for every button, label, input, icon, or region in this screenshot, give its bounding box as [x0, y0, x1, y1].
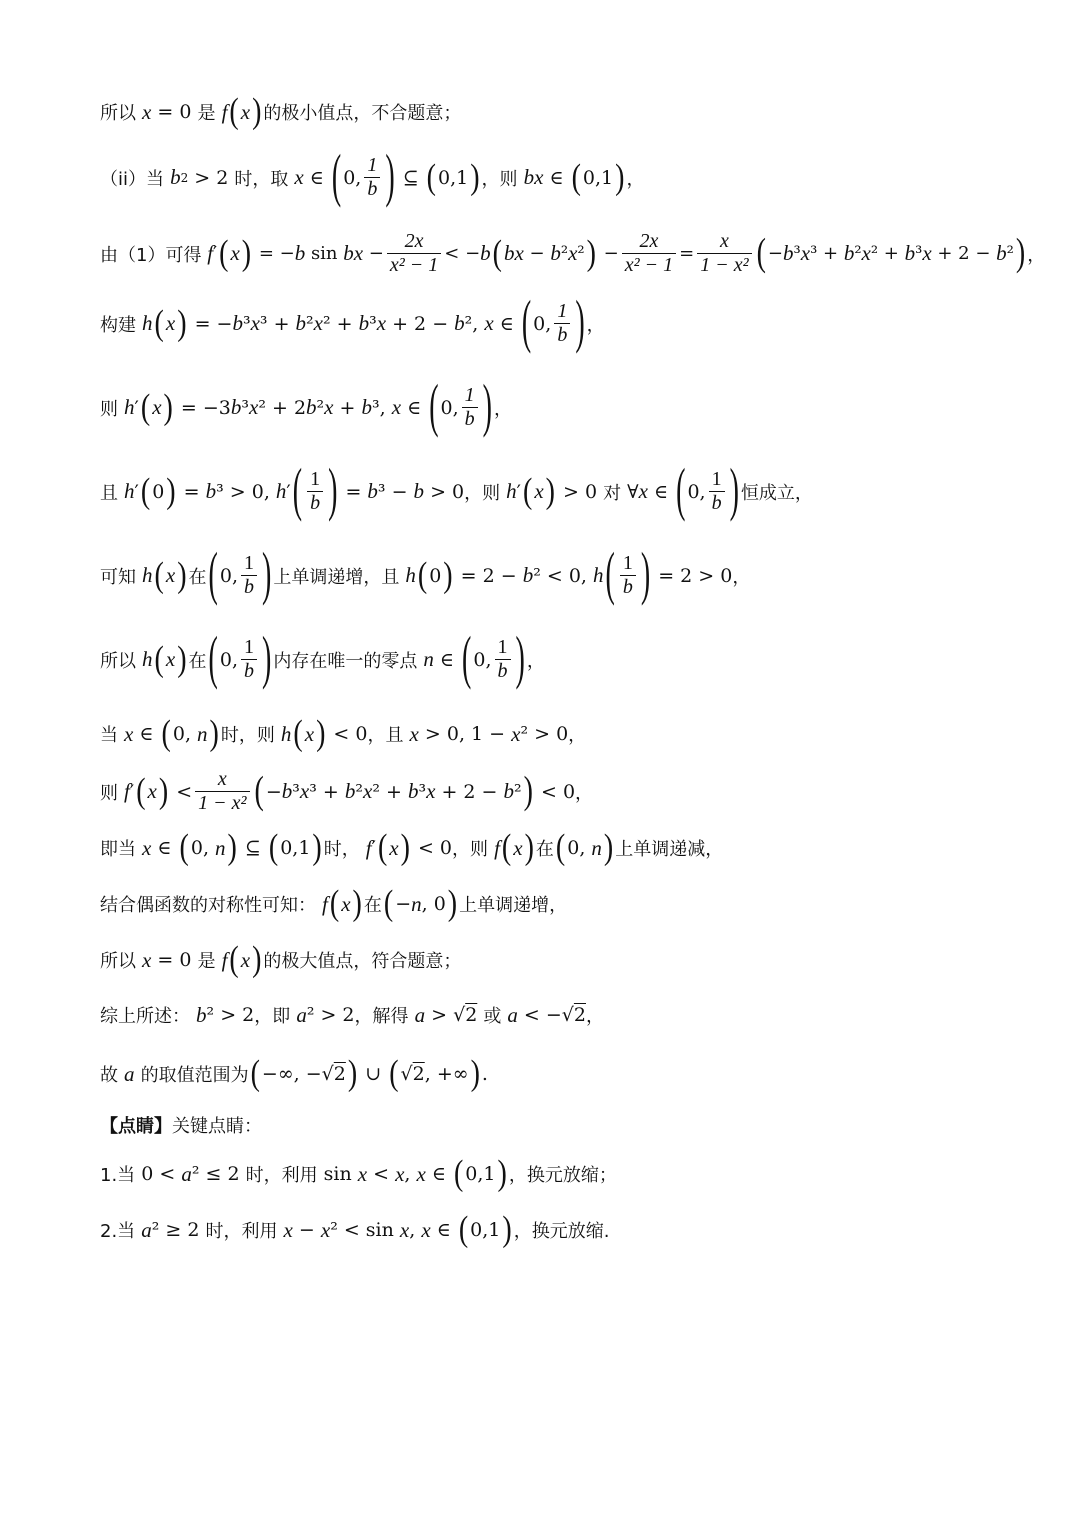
solution-line-1: 所以 x = 0 是 f ( x ) 的极小值点，不合题意；	[100, 91, 462, 132]
solution-line-8: 所以 h ( x ) 在 ( 0, $\frac{1}{b}$ ) 内存在唯一的零点 n ∈ ( 0, $\frac{1}{b}$ ) ，	[100, 625, 545, 691]
solution-line-10: 则 f ′ ( x ) < $\frac{x}{\text{1 − x²}}$ ( − b ³ x ³ + b ² x ² + b ³ x + 2 − b ² ) < 0 ，	[100, 768, 594, 814]
solution-line-14: 综上所述： b ² > 2 ，即 a ² > 2 ，解得 a > √ 2 或 a < −√ 2 ，	[100, 1002, 604, 1027]
tip-heading-text: 关键点睛：	[172, 1116, 262, 1137]
solution-line-5: 则 h ′ ( x ) = −3 b ³ x ² + 2 b ² x + b ³, x ∈ ( 0, $\frac{1}{b}$ ) ，	[100, 373, 512, 439]
solution-line-11: 即当 x ∈ ( 0, n ) ⊆ ( 0,1 ) 时， f ′ ( x ) < 0 ，则 f ( x ) 在 ( 0, n ) 上单调递减，	[100, 827, 724, 868]
tip-bracket-label: 【点睛】	[100, 1116, 172, 1137]
solution-line-12: 结合偶函数的对称性可知： f ( x ) 在 ( − n , 0 ) 上单调递增，	[100, 883, 568, 924]
solution-line-13: 所以 x = 0 是 f ( x ) 的极大值点，符合题意；	[100, 939, 462, 980]
solution-line-9: 当 x ∈ ( 0, n ) 时，则 h ( x ) < 0 ，且 x > 0, 1 − x ² > 0 ，	[100, 713, 587, 754]
solution-line-6: 且 h ′ ( 0 ) = b ³ > 0, h ′ ( $\frac{1}{b}$ ) = b ³ − b > 0 ，则 h ′ ( x ) > 0 对 ∀ x ∈ ( 0, $\frac{1}{b}$ ) 恒成立，	[100, 457, 813, 523]
tip-item-1: 1.当 0 < a ² ≤ 2 时，利用 sin x < x , x ∈ ( 0,1 ) ，换元放缩；	[100, 1153, 617, 1194]
solution-line-4: 构建 h ( x ) = − b ³ x ³ + b ² x ² + b ³ x + 2 − b ², x ∈ ( 0, $\frac{1}{b}$ ) ，	[100, 289, 605, 355]
tip-item-2: 2.当 a ² ≥ 2 时，利用 x − x ² < sin x , x ∈ ( 0,1 ) ，换元放缩.	[100, 1209, 610, 1250]
solution-line-15: 故 a 的取值范围为 ( −∞, −√ 2 ) ∪ ( √ 2 , +∞ ) .	[100, 1053, 488, 1094]
solution-line-2: （ii）当 b 2 > 2 时，取 x ∈ ( 0, $\frac{1}{b}$ ) ⊆ ( 0,1 ) ，则 bx ∈ ( 0,1 ) ，	[100, 143, 645, 209]
solution-line-7: 可知 h ( x ) 在 ( 0, $\frac{1}{b}$ ) 上单调递增，且 h ( 0 ) = 2 − b ² < 0, h ( $\frac{1}{b}$ ) = 2 > 0 ，	[100, 541, 751, 607]
tip-heading	[100, 1112, 1020, 1138]
solution-line-3: 由（1）可得 f ′ ( x ) = − b sin bx − $\frac{2x}{\text{x² − 1}}$ < − b ( bx − b ² x ² ) − $\frac{2x}{\text{x² − 1}}$ = $\frac{x}{\text{1 − x²}}$ ( − b ³ x ³ + b ² x ² + b ³ x + 2 − b ² ) ，	[100, 230, 1046, 276]
